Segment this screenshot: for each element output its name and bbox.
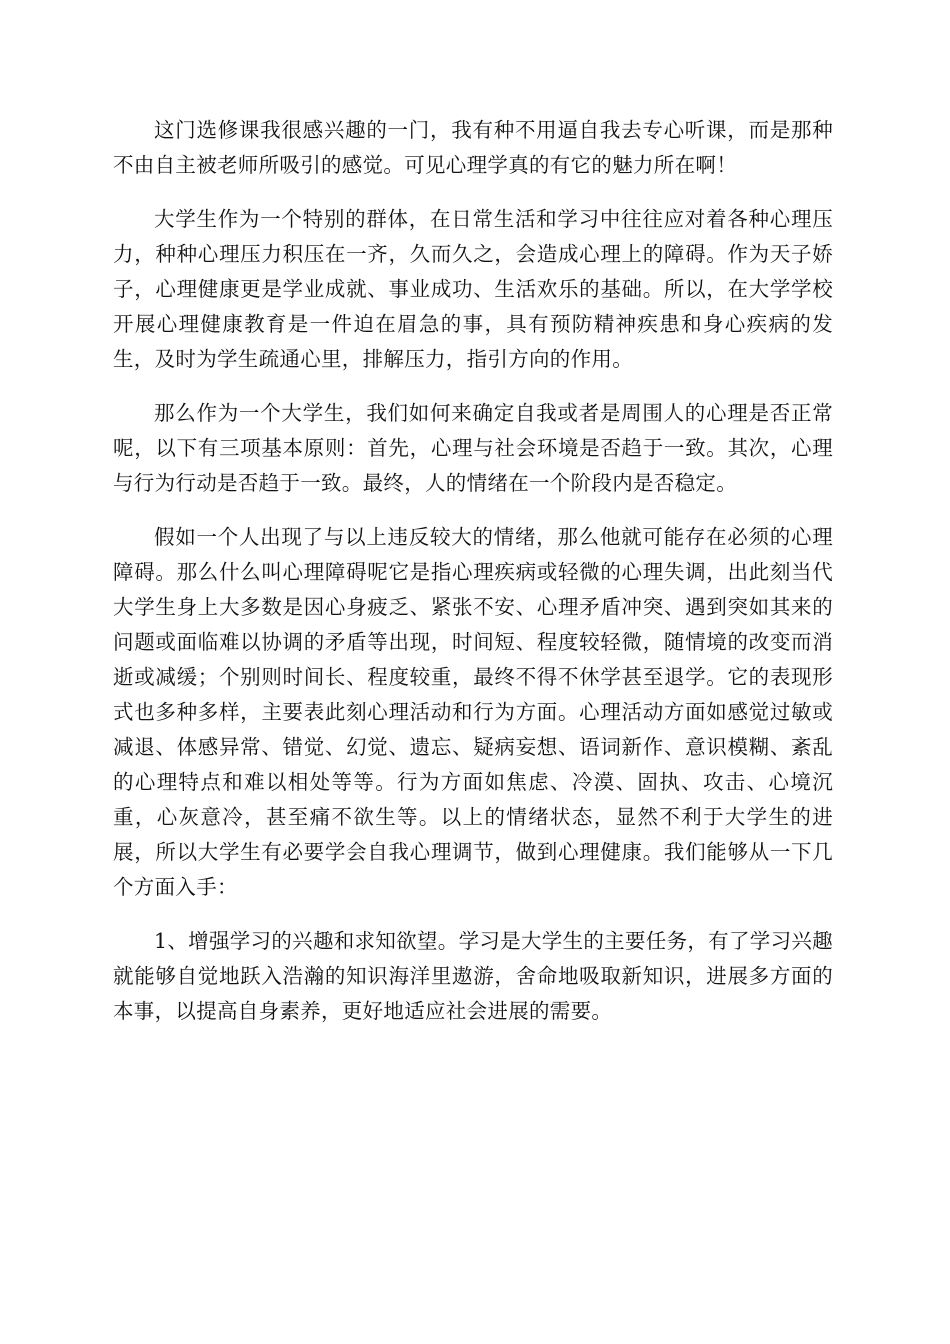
paragraph-learning-interest: 1、增强学习的兴趣和求知欲望。学习是大学生的主要任务，有了学习兴趣就能够自觉地跃入浩瀚的知识海洋里遨游，舍命地吸取新知识，进展多方面的本事，以提高自身素养，更好地适应社会进展的需要。 [113,929,833,1023]
paragraph-elective-course: 这门选修课我很感兴趣的一门，我有种不用逼自我去专心听课，而是那种不由自主被老师所吸引的感觉。可见心理学真的有它的魅力所在啊！ [113,118,833,177]
paragraph-three-principles: 那么作为一个大学生，我们如何来确定自我或者是周围人的心理是否正常呢，以下有三项基本原则：首先，心理与社会环境是否趋于一致。其次，心理与行为行动是否趋于一致。最终，人的情绪在一个阶段内是否稳定。 [113,401,833,495]
paragraph-psychological-disorder: 假如一个人出现了与以上违反较大的情绪，那么他就可能存在必须的心理障碍。那么什么叫心理障碍呢它是指心理疾病或轻微的心理失调，出此刻当代大学生身上大多数是因心身疲乏、紧张不安、心理矛盾冲突、遇到突如其来的问题或面临难以协调的矛盾等出现，时间短、程度较轻微，随情境的改变而消逝或减缓；个别则时间长、程度较重，最终不得不休学甚至退学。它的表现形式也多种多样，主要表此刻心理活动和行为方面。心理活动方面如感觉过敏或减退、体感异常、错觉、幻觉、遗忘、疑病妄想、语词新作、意识模糊、紊乱的心理特点和难以相处等等。行为方面如焦虑、冷漠、固执、攻击、心境沉重，心灰意冷，甚至痛不欲生等。以上的情绪状态，显然不利于大学生的进展，所以大学生有必要学会自我心理调节，做到心理健康。我们能够从一下几个方面入手： [113,525,833,899]
paragraph-student-pressure: 大学生作为一个特别的群体，在日常生活和学习中往往应对着各种心理压力，种种心理压力积压在一齐，久而久之，会造成心理上的障碍。作为天子娇子，心理健康更是学业成就、事业成功、生活欢乐的基础。所以，在大学学校开展心理健康教育是一件迫在眉急的事，具有预防精神疾患和身心疾病的发生，及时为学生疏通心里，排解压力，指引方向的作用。 [113,207,833,371]
document-body [113,113,833,1048]
